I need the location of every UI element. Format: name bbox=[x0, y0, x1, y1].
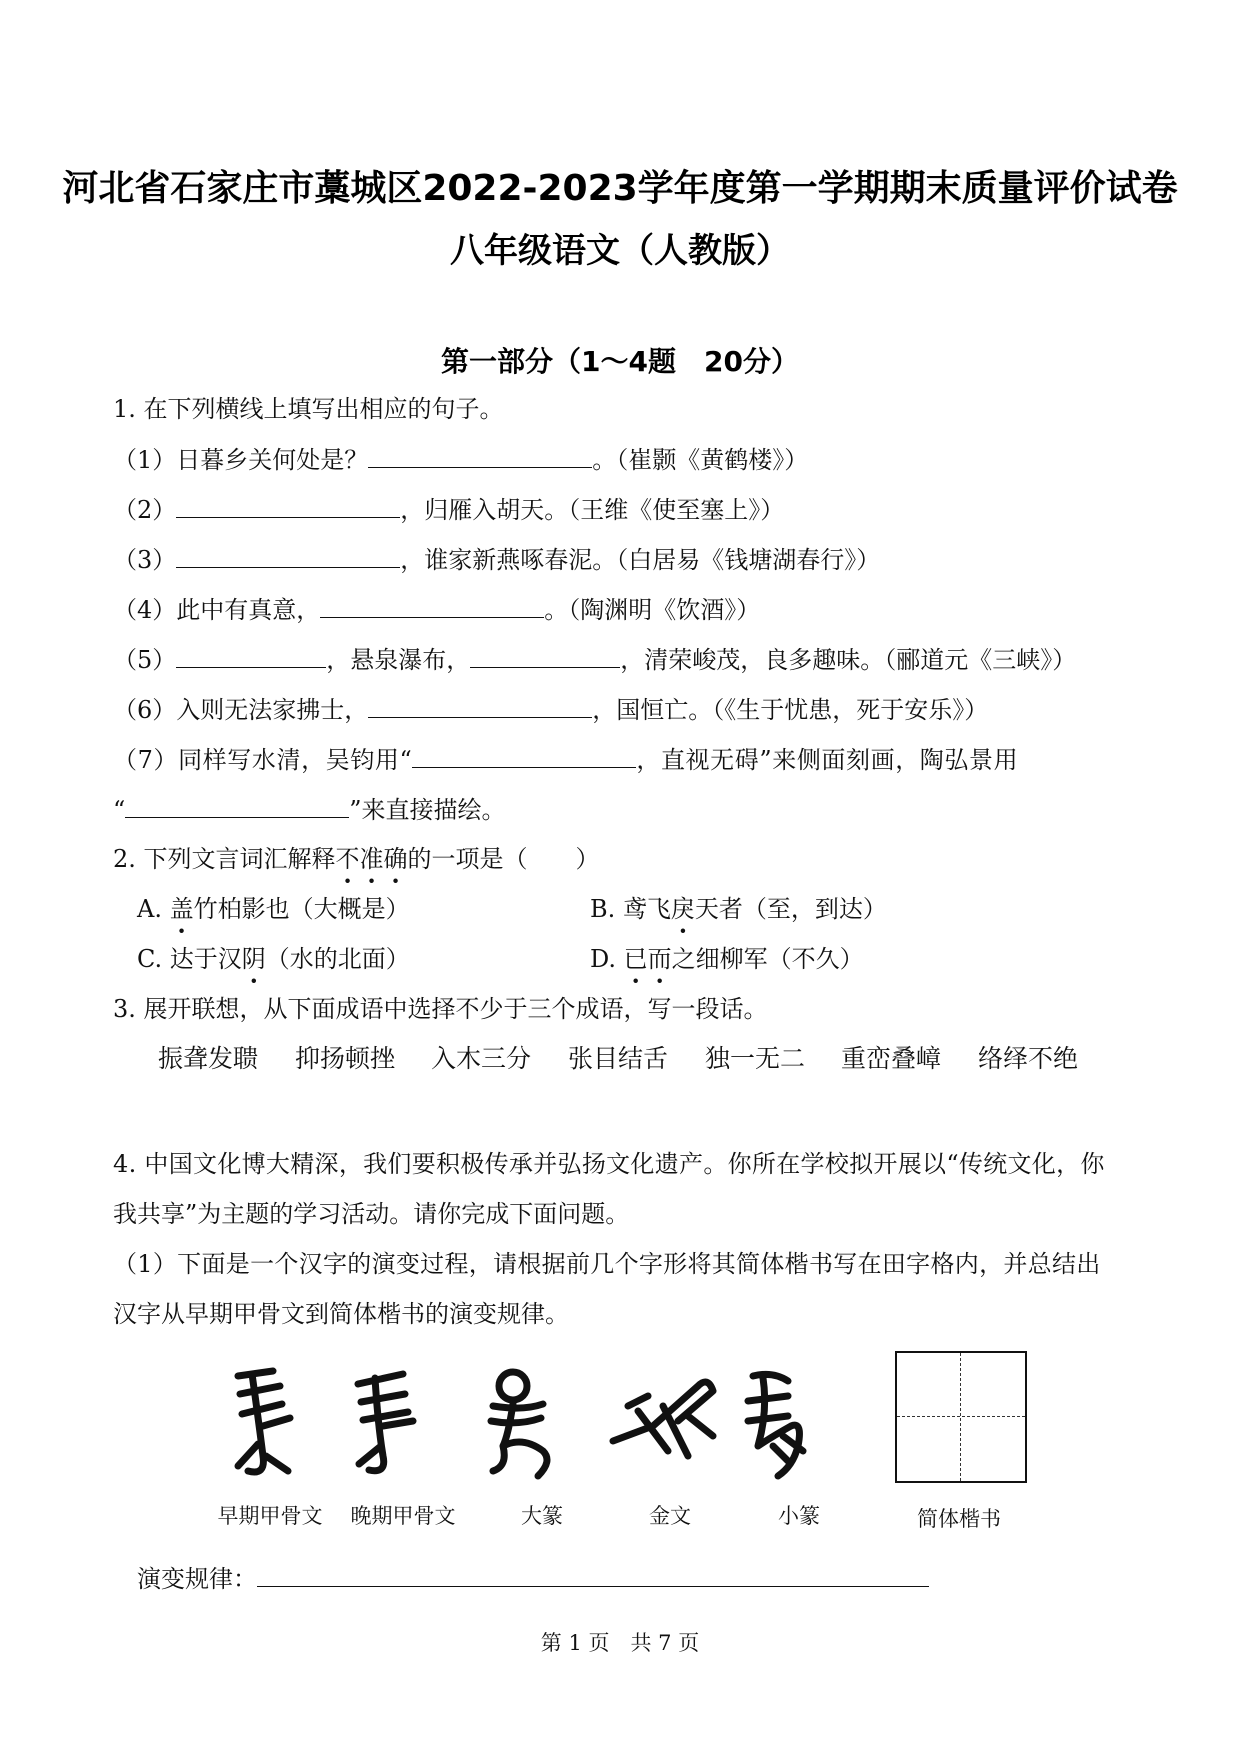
answer-blank[interactable] bbox=[368, 443, 592, 468]
answer-blank[interactable] bbox=[257, 1562, 929, 1587]
q2-stem bbox=[113, 843, 600, 875]
emphasis-char: 不 bbox=[335, 845, 360, 873]
option-text: 竹柏影也（大概是） bbox=[193, 895, 410, 923]
answer-blank[interactable] bbox=[412, 743, 636, 768]
caption-small-seal: 小篆 bbox=[778, 1504, 820, 1528]
emphasis-char: 确 bbox=[383, 845, 408, 873]
q1-item-6-source: ，国恒亡。（《生于忧患，死于安乐》） bbox=[592, 696, 989, 724]
idiom: 抑扬顿挫 bbox=[295, 1044, 396, 1073]
q1-item-3-text: （3） bbox=[113, 546, 177, 574]
small-seal-glyph bbox=[748, 1374, 803, 1476]
q1-item-7 bbox=[113, 743, 1018, 776]
exam-subtitle: 八年级语文（人教版） bbox=[450, 231, 790, 271]
answer-blank[interactable] bbox=[176, 543, 400, 568]
option-label: A. bbox=[137, 895, 170, 923]
caption-late-oracle: 晚期甲骨文 bbox=[350, 1504, 456, 1528]
emphasis-char: 准 bbox=[359, 845, 384, 873]
q4-para-2: 我共享”为主题的学习活动。请你完成下面问题。 bbox=[113, 1200, 630, 1228]
q1-item-2 bbox=[113, 493, 784, 526]
q3-stem: 3. 展开联想，从下面成语中选择不少于三个成语，写一段话。 bbox=[113, 995, 768, 1023]
q4-para-4: 汉字从早期甲骨文到简体楷书的演变规律。 bbox=[113, 1300, 569, 1328]
q2-option-c bbox=[137, 943, 410, 975]
answer-blank[interactable] bbox=[470, 643, 620, 668]
grid-guide-horizontal bbox=[897, 1416, 1025, 1417]
character-evolution-illustration bbox=[228, 1366, 888, 1486]
large-seal-glyph bbox=[491, 1372, 547, 1476]
q1-item-1-text: （1）日暮乡关何处是？ bbox=[113, 446, 369, 474]
caption-bronze: 金文 bbox=[649, 1504, 691, 1528]
option-text: 之细柳军（不久） bbox=[671, 945, 864, 973]
q1-item-2-source: ，归雁入胡天。（王维《使至塞上》） bbox=[400, 496, 785, 524]
q1-item-6 bbox=[113, 693, 988, 726]
answer-blank[interactable] bbox=[176, 643, 326, 668]
q2-option-d bbox=[590, 943, 864, 975]
q1-item-4-text: （4）此中有真意， bbox=[113, 596, 321, 624]
evolution-rule bbox=[137, 1562, 929, 1595]
caption-regular-script: 简体楷书 bbox=[917, 1507, 1001, 1531]
q4-para-3: （1）下面是一个汉字的演变过程，请根据前几个字形将其简体楷书写在田字格内，并总结出 bbox=[113, 1250, 1101, 1278]
q1-item-4 bbox=[113, 593, 760, 626]
q1-item-2-text: （2） bbox=[113, 496, 177, 524]
q1-item-6-text: （6）入则无法家拂士， bbox=[113, 696, 369, 724]
emphasis-char: 戾 bbox=[670, 895, 695, 923]
answer-blank[interactable] bbox=[368, 693, 592, 718]
section-heading: 第一部分（1～4题 20分） bbox=[441, 345, 799, 378]
exam-title: 河北省石家庄市藁城区2022-2023学年度第一学期期末质量评价试卷 bbox=[62, 168, 1178, 209]
q1-item-3 bbox=[113, 543, 880, 576]
q1-item-5 bbox=[113, 643, 1076, 676]
q1-item-7-end: ”来直接描绘。 bbox=[349, 796, 506, 824]
q1-item-7-quote-open: “ bbox=[113, 796, 126, 824]
q1-item-1 bbox=[113, 443, 808, 476]
idiom: 入木三分 bbox=[431, 1044, 532, 1073]
q1-item-5-source: ，清荣峻茂，良多趣味。（郦道元《三峡》） bbox=[620, 646, 1077, 674]
q2-option-a bbox=[137, 893, 410, 925]
q1-item-4-source: 。（陶渊明《饮酒》） bbox=[544, 596, 761, 624]
idiom: 张目结舌 bbox=[568, 1044, 669, 1073]
answer-blank[interactable] bbox=[176, 493, 400, 518]
idiom: 独一无二 bbox=[705, 1044, 806, 1073]
q2-stem-end: 的一项是（ ） bbox=[407, 845, 600, 873]
option-label: D. bbox=[590, 945, 624, 973]
q2-option-b bbox=[590, 893, 887, 925]
early-oracle-glyph bbox=[238, 1371, 290, 1472]
caption-early-oracle: 早期甲骨文 bbox=[217, 1504, 323, 1528]
q2-stem-text: 2. 下列文言词汇解释 bbox=[113, 845, 336, 873]
option-text: 天者（至，到达） bbox=[694, 895, 887, 923]
bronze-glyph bbox=[613, 1382, 713, 1456]
option-label: C. 达于汉 bbox=[137, 945, 242, 973]
tianzige-answer-box[interactable] bbox=[895, 1351, 1027, 1483]
emphasis-char: 盖 bbox=[169, 895, 194, 923]
emphasis-char: 而 bbox=[647, 945, 672, 973]
q1-item-5-text: （5） bbox=[113, 646, 177, 674]
q1-item-3-source: ，谁家新燕啄春泥。（白居易《钱塘湖春行》） bbox=[400, 546, 881, 574]
caption-large-seal: 大篆 bbox=[521, 1504, 563, 1528]
answer-blank[interactable] bbox=[125, 793, 349, 818]
evolution-rule-label: 演变规律： bbox=[137, 1565, 257, 1593]
option-label: B. 鸢飞 bbox=[590, 895, 671, 923]
page-footer: 第 1 页 共 7 页 bbox=[540, 1631, 700, 1655]
grid-guide-vertical bbox=[960, 1353, 961, 1481]
emphasis-char: 阴 bbox=[241, 945, 266, 973]
q1-item-7-cont bbox=[113, 793, 506, 826]
emphasis-char: 已 bbox=[623, 945, 648, 973]
q4-para-1: 4. 中国文化博大精深，我们要积极传承并弘扬文化遗产。你所在学校拟开展以“传统文化，你 bbox=[113, 1150, 1105, 1178]
answer-blank[interactable] bbox=[320, 593, 544, 618]
q1-item-7-text: （7）同样写水清，吴钧用“ bbox=[113, 746, 413, 774]
q1-item-7-mid: ，直视无碍”来侧面刻画，陶弘景用 bbox=[636, 746, 1019, 774]
q1-item-1-source: 。（崔颢《黄鹤楼》） bbox=[592, 446, 809, 474]
option-text: （水的北面） bbox=[265, 945, 410, 973]
idiom: 络绎不绝 bbox=[978, 1044, 1079, 1073]
late-oracle-glyph bbox=[358, 1374, 413, 1471]
idiom: 重峦叠嶂 bbox=[841, 1044, 942, 1073]
idiom: 振聋发聩 bbox=[158, 1044, 259, 1073]
q1-item-5-mid: ，悬泉瀑布， bbox=[326, 646, 471, 674]
q1-stem: 1. 在下列横线上填写出相应的句子。 bbox=[113, 395, 504, 423]
